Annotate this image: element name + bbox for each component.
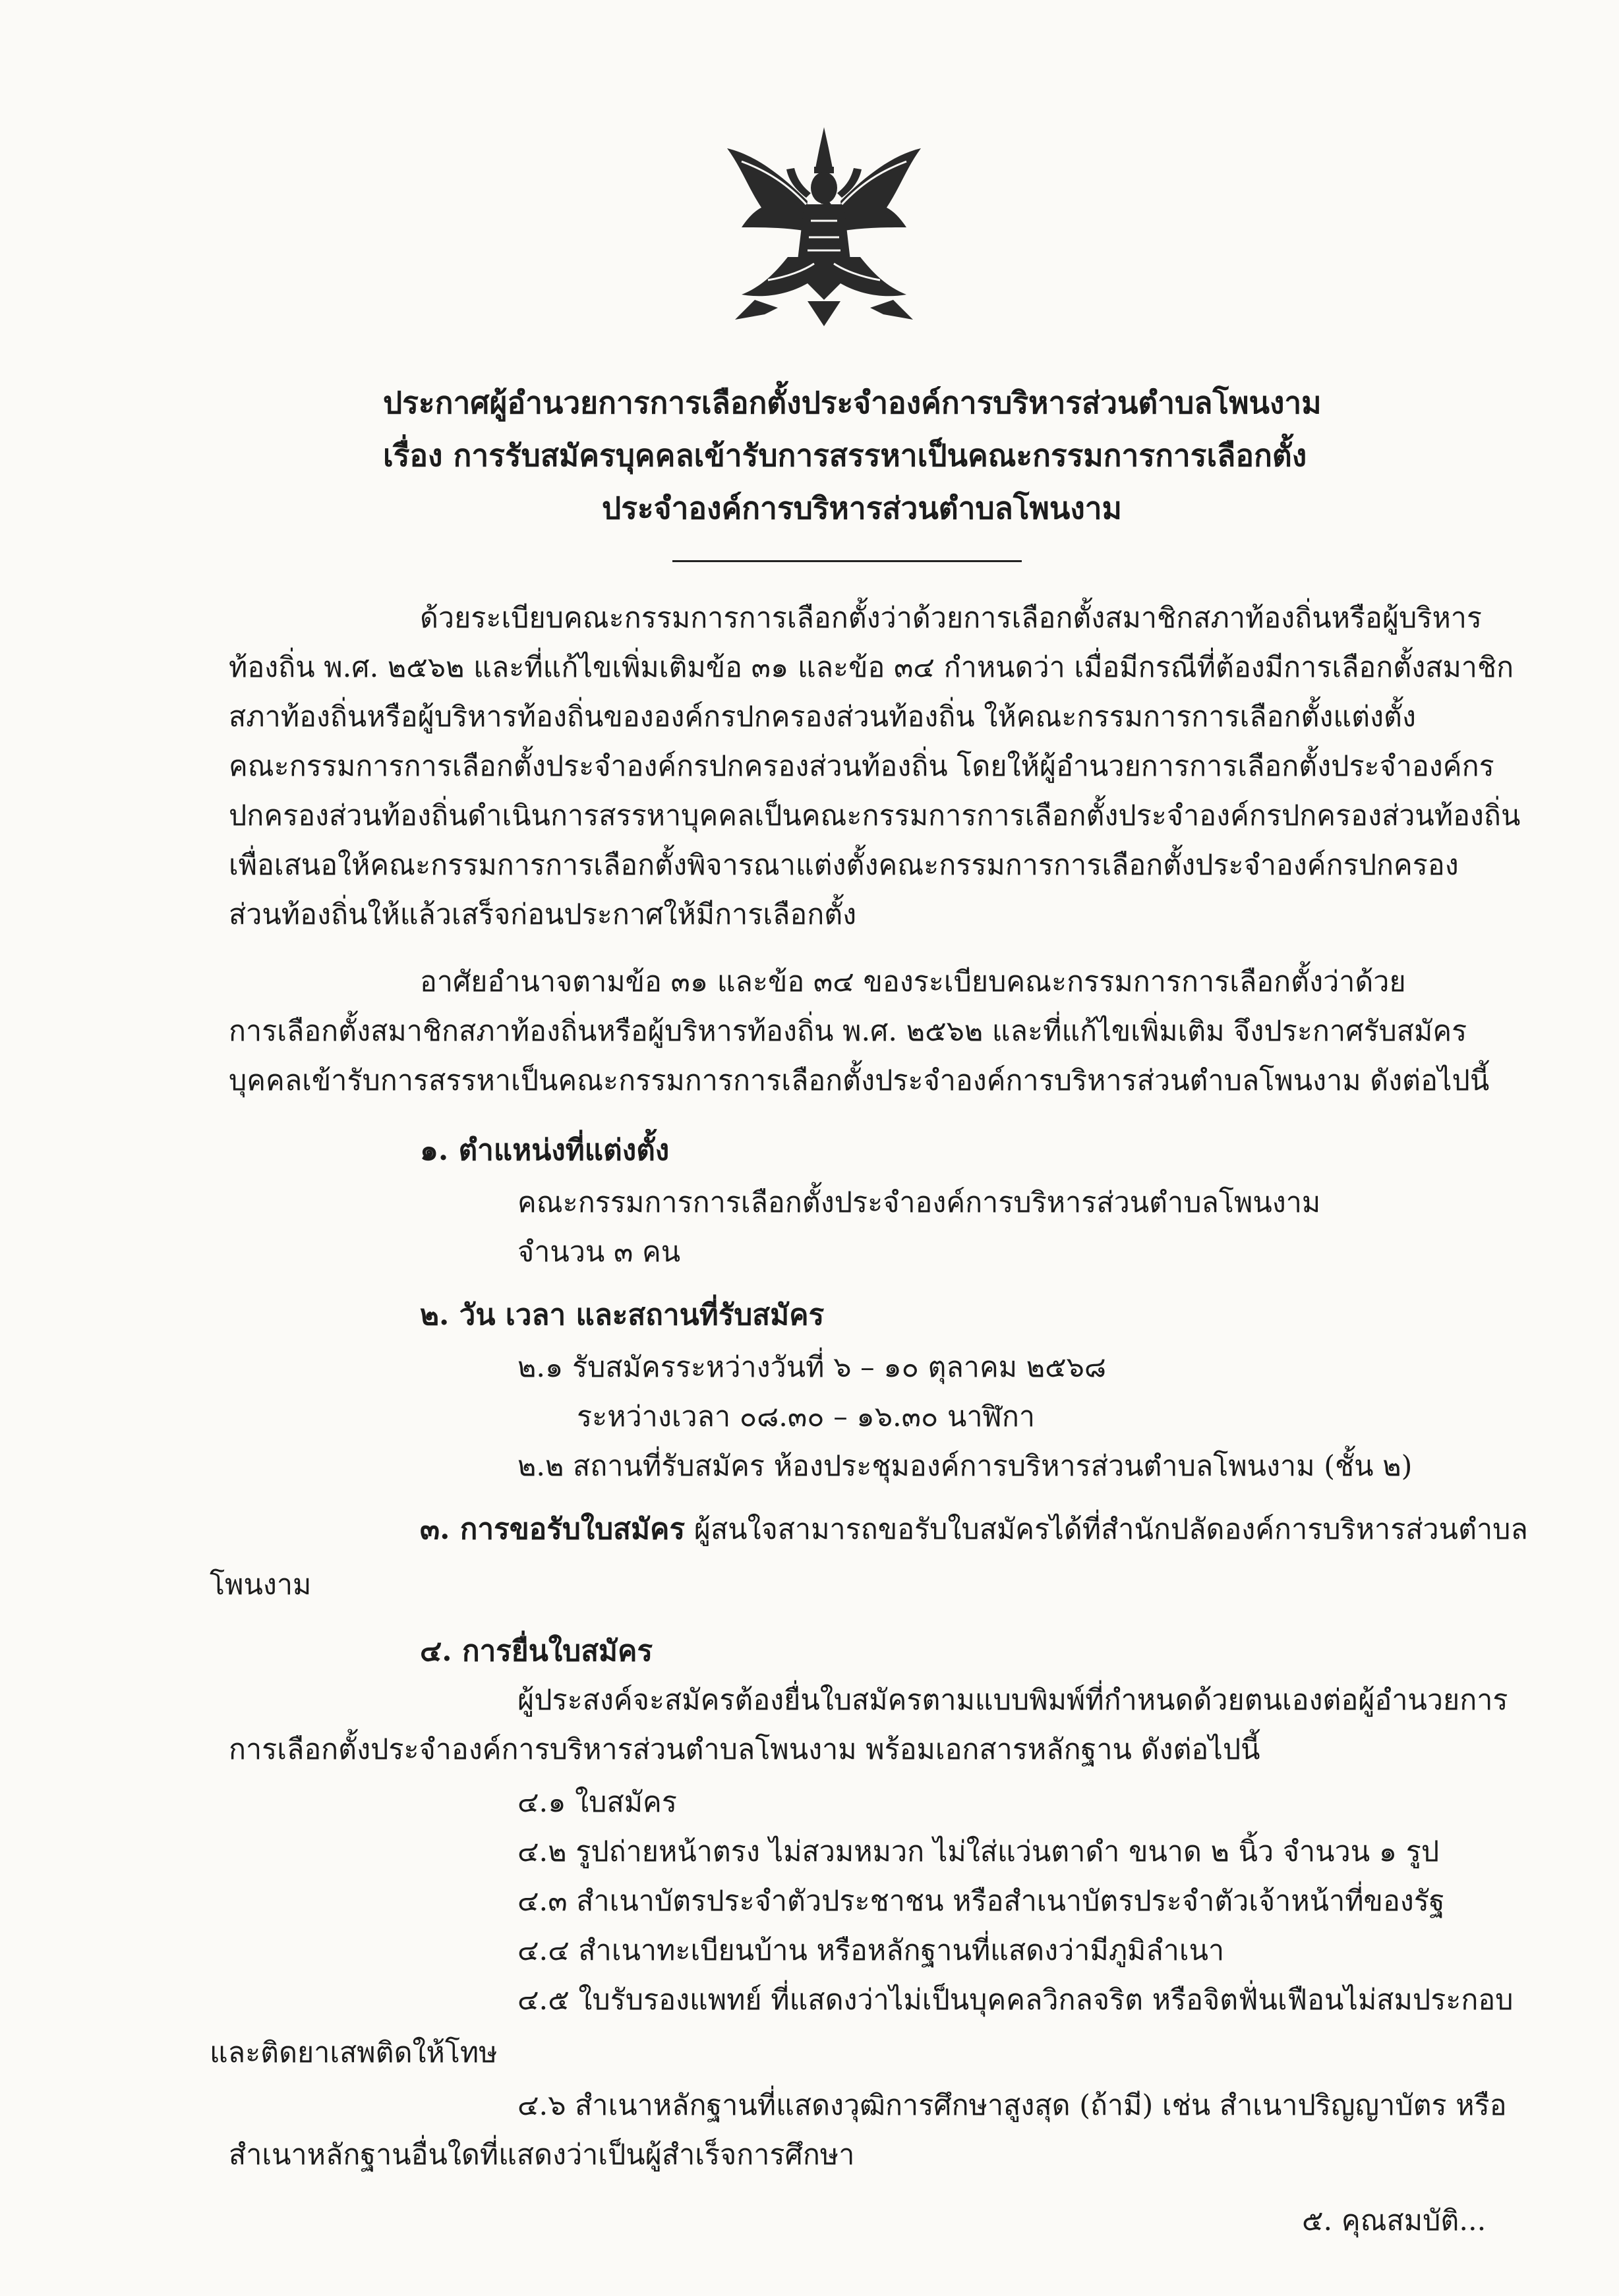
section1-line-2: จำนวน ๓ คน (517, 1236, 681, 1269)
para1-line: ปกครองส่วนท้องถิ่นดำเนินการสรรหาบุคคลเป็นคณะกรรมการการเลือกตั้งประจำองค์กรปกครองส่วนท้องถิ่น (229, 799, 1521, 832)
section2-heading: ๒. วัน เวลา และสถานที่รับสมัคร (420, 1298, 825, 1332)
para2-line: การเลือกตั้งสมาชิกสภาท้องถิ่นหรือผู้บริหารท้องถิ่น พ.ศ. ๒๕๖๒ และที่แก้ไขเพิ่มเติม จึงประกาศรับสมัคร (229, 1015, 1467, 1048)
title-line-1: ประกาศผู้อำนวยการการเลือกตั้งประจำองค์การบริหารส่วนตำบลโพนงาม (383, 385, 1322, 420)
section1-line-1: คณะกรรมการการเลือกตั้งประจำองค์การบริหารส่วนตำบลโพนงาม (517, 1186, 1321, 1219)
section4-item-4: ๔.๔ สำเนาทะเบียนบ้าน หรือหลักฐานที่แสดงว่ามีภูมิลำเนา (517, 1934, 1225, 1967)
section4-intro-2: การเลือกตั้งประจำองค์การบริหารส่วนตำบลโพนงาม พร้อมเอกสารหลักฐาน ดังต่อไปนี้ (229, 1733, 1260, 1766)
section1-heading: ๑. ตำแหน่งที่แต่งตั้ง (420, 1134, 670, 1167)
title-line-2: เรื่อง การรับสมัครบุคคลเข้ารับการสรรหาเป็นคณะกรรมการการเลือกตั้ง (383, 438, 1307, 473)
section2-line-1: ๒.๑ รับสมัครระหว่างวันที่ ๖ – ๑๐ ตุลาคม ๒๕๖๘ (517, 1351, 1107, 1384)
para2-line: อาศัยอำนาจตามข้อ ๓๑ และข้อ ๓๔ ของระเบียบคณะกรรมการการเลือกตั้งว่าด้วย (420, 965, 1406, 998)
garuda-emblem-icon (715, 122, 933, 336)
section4-item-1: ๔.๑ ใบสมัคร (517, 1786, 677, 1819)
section4-item-5-cont: และติดยาเสพติดให้โทษ (210, 2036, 498, 2069)
section4-intro-1: ผู้ประสงค์จะสมัครต้องยื่นใบสมัครตามแบบพิมพ์ที่กำหนดด้วยตนเองต่อผู้อำนวยการ (517, 1684, 1508, 1717)
title-underline (672, 560, 1022, 562)
section4-item-6-cont: สำเนาหลักฐานอื่นใดที่แสดงว่าเป็นผู้สำเร็จการศึกษา (229, 2138, 855, 2171)
section3-text: ผู้สนใจสามารถขอรับใบสมัครได้ที่สำนักปลัดองค์การบริหารส่วนตำบล (685, 1513, 1528, 1546)
section4-heading: ๔. การยื่นใบสมัคร (420, 1634, 653, 1668)
section2-line-2: ระหว่างเวลา ๐๘.๓๐ – ๑๖.๓๐ นาฬิกา (577, 1400, 1036, 1433)
section4-item-5: ๔.๕ ใบรับรองแพทย์ ที่แสดงว่าไม่เป็นบุคคลวิกลจริต หรือจิตฟั่นเฟือนไม่สมประกอบ (517, 1984, 1514, 2017)
continued-marker: ๕. คุณสมบัติ... (1302, 2204, 1487, 2237)
para1-line: ส่วนท้องถิ่นให้แล้วเสร็จก่อนประกาศให้มีการเลือกตั้ง (229, 898, 857, 931)
section4-item-6: ๔.๖ สำเนาหลักฐานที่แสดงวุฒิการศึกษาสูงสุด (ถ้ามี) เช่น สำเนาปริญญาบัตร หรือ (517, 2089, 1507, 2122)
para1-line: คณะกรรมการการเลือกตั้งประจำองค์กรปกครองส่วนท้องถิ่น โดยให้ผู้อำนวยการการเลือกตั้งประจำองค์กร (229, 750, 1494, 783)
para1-line: เพื่อเสนอให้คณะกรรมการการเลือกตั้งพิจารณาแต่งตั้งคณะกรรมการการเลือกตั้งประจำองค์กรปกครอง (229, 849, 1459, 882)
title-line-3: ประจำองค์การบริหารส่วนตำบลโพนงาม (602, 490, 1122, 526)
para1-line: ด้วยระเบียบคณะกรรมการการเลือกตั้งว่าด้วยการเลือกตั้งสมาชิกสภาท้องถิ่นหรือผู้บริหาร (420, 602, 1483, 635)
section3-line-2: โพนงาม (210, 1568, 312, 1601)
para1-line: สภาท้องถิ่นหรือผู้บริหารท้องถิ่นขององค์กรปกครองส่วนท้องถิ่น ให้คณะกรรมการการเลือกตั้งแต่งตั้ง (229, 701, 1416, 733)
section3-line-1 (420, 1506, 1528, 1552)
section3-heading: ๓. การขอรับใบสมัคร (420, 1512, 686, 1546)
section4-item-3: ๔.๓ สำเนาบัตรประจำตัวประชาชน หรือสำเนาบัตรประจำตัวเจ้าหน้าที่ของรัฐ (517, 1885, 1445, 1918)
section2-line-3: ๒.๒ สถานที่รับสมัคร ห้องประชุมองค์การบริหารส่วนตำบลโพนงาม (ชั้น ๒) (517, 1450, 1413, 1483)
para2-line: บุคคลเข้ารับการสรรหาเป็นคณะกรรมการการเลือกตั้งประจำองค์การบริหารส่วนตำบลโพนงาม ดังต่อไปนี้ (229, 1064, 1490, 1097)
section4-item-2: ๔.๒ รูปถ่ายหน้าตรง ไม่สวมหมวก ไม่ใส่แว่นตาดำ ขนาด ๒ นิ้ว จำนวน ๑ รูป (517, 1835, 1440, 1868)
para1-line: ท้องถิ่น พ.ศ. ๒๕๖๒ และที่แก้ไขเพิ่มเติมข้อ ๓๑ และข้อ ๓๔ กำหนดว่า เมื่อมีกรณีที่ต้องมีการเลือกตั้งสมาชิก (229, 651, 1514, 684)
